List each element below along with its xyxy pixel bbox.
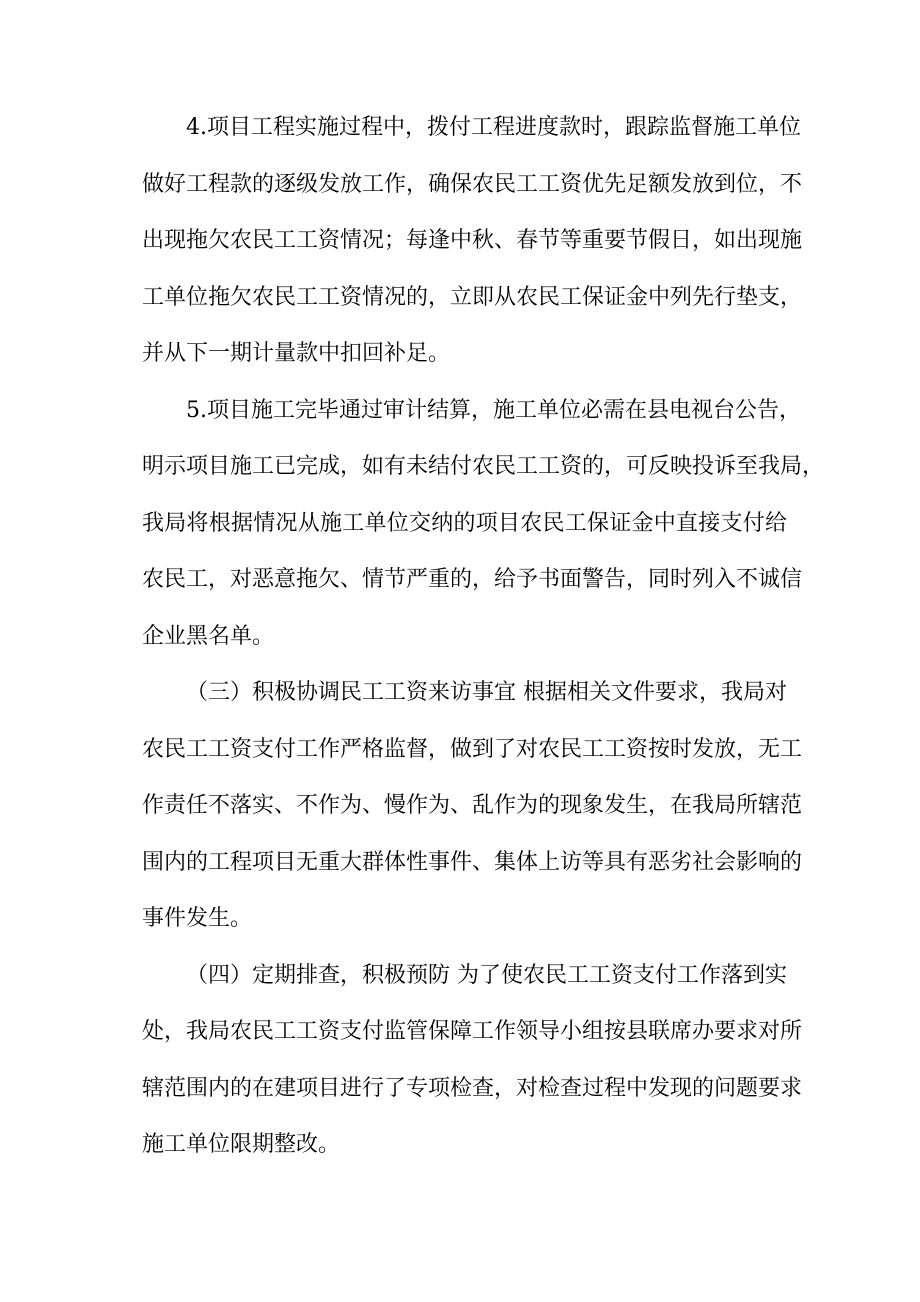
text-line: 事件发生。 xyxy=(142,906,253,931)
text-line: 施工单位限期整改。 xyxy=(142,1132,341,1157)
text-line: 4.项目工程实施过程中，拨付工程进度款时，跟踪监督施工单位 xyxy=(186,115,801,140)
text-line: 做好工程款的逐级发放工作，确保农民工工资优先足额发放到位，不 xyxy=(142,171,803,197)
paragraph-section-3 xyxy=(142,665,803,948)
text-line: 企业黑名单。 xyxy=(142,623,275,649)
text-line: 农民工，对恶意拖欠、情节严重的，给予书面警告，同时列入不诚信 xyxy=(142,567,803,592)
text-line: 并从下一期计量款中扣回补足。 xyxy=(142,341,451,366)
paragraph-item-5 xyxy=(142,383,825,666)
text-line: 5.项目施工完毕通过审计结算，施工单位必需在县电视台公告， xyxy=(186,397,801,423)
paragraph-section-4 xyxy=(142,948,803,1174)
text-line: 围内的工程项目无重大群体性事件、集体上访等具有恶劣社会影响的 xyxy=(142,849,803,875)
text-line: 工单位拖欠农民工工资情况的，立即从农民工保证金中列先行垫支， xyxy=(142,284,803,310)
text-line: （三）积极协调民工工资来访事宜 根据相关文件要求，我局对 xyxy=(186,680,787,705)
text-line: 作责任不落实、不作为、慢作为、乱作为的现象发生，在我局所辖范 xyxy=(142,793,803,818)
text-line: 辖范围内的在建项目进行了专项检查，对检查过程中发现的问题要求 xyxy=(142,1075,803,1101)
text-line: （四）定期排查，积极预防 为了使农民工工资支付工作落到实 xyxy=(186,962,787,988)
paragraph-item-4 xyxy=(142,100,803,383)
text-line: 农民工工资支付工作严格监督，做到了对农民工工资按时发放，无工 xyxy=(142,736,803,762)
document-body xyxy=(142,100,825,1174)
text-line: 明示项目施工已完成，如有未结付农民工工资的，可反映投诉至我局， xyxy=(142,454,825,479)
text-line: 处，我局农民工工资支付监管保障工作领导小组按县联席办要求对所 xyxy=(142,1019,803,1044)
text-line: 出现拖欠农民工工资情况；每逢中秋、春节等重要节假日，如出现施 xyxy=(142,228,803,253)
text-line: 我局将根据情况从施工单位交纳的项目农民工保证金中直接支付给 xyxy=(142,510,787,536)
